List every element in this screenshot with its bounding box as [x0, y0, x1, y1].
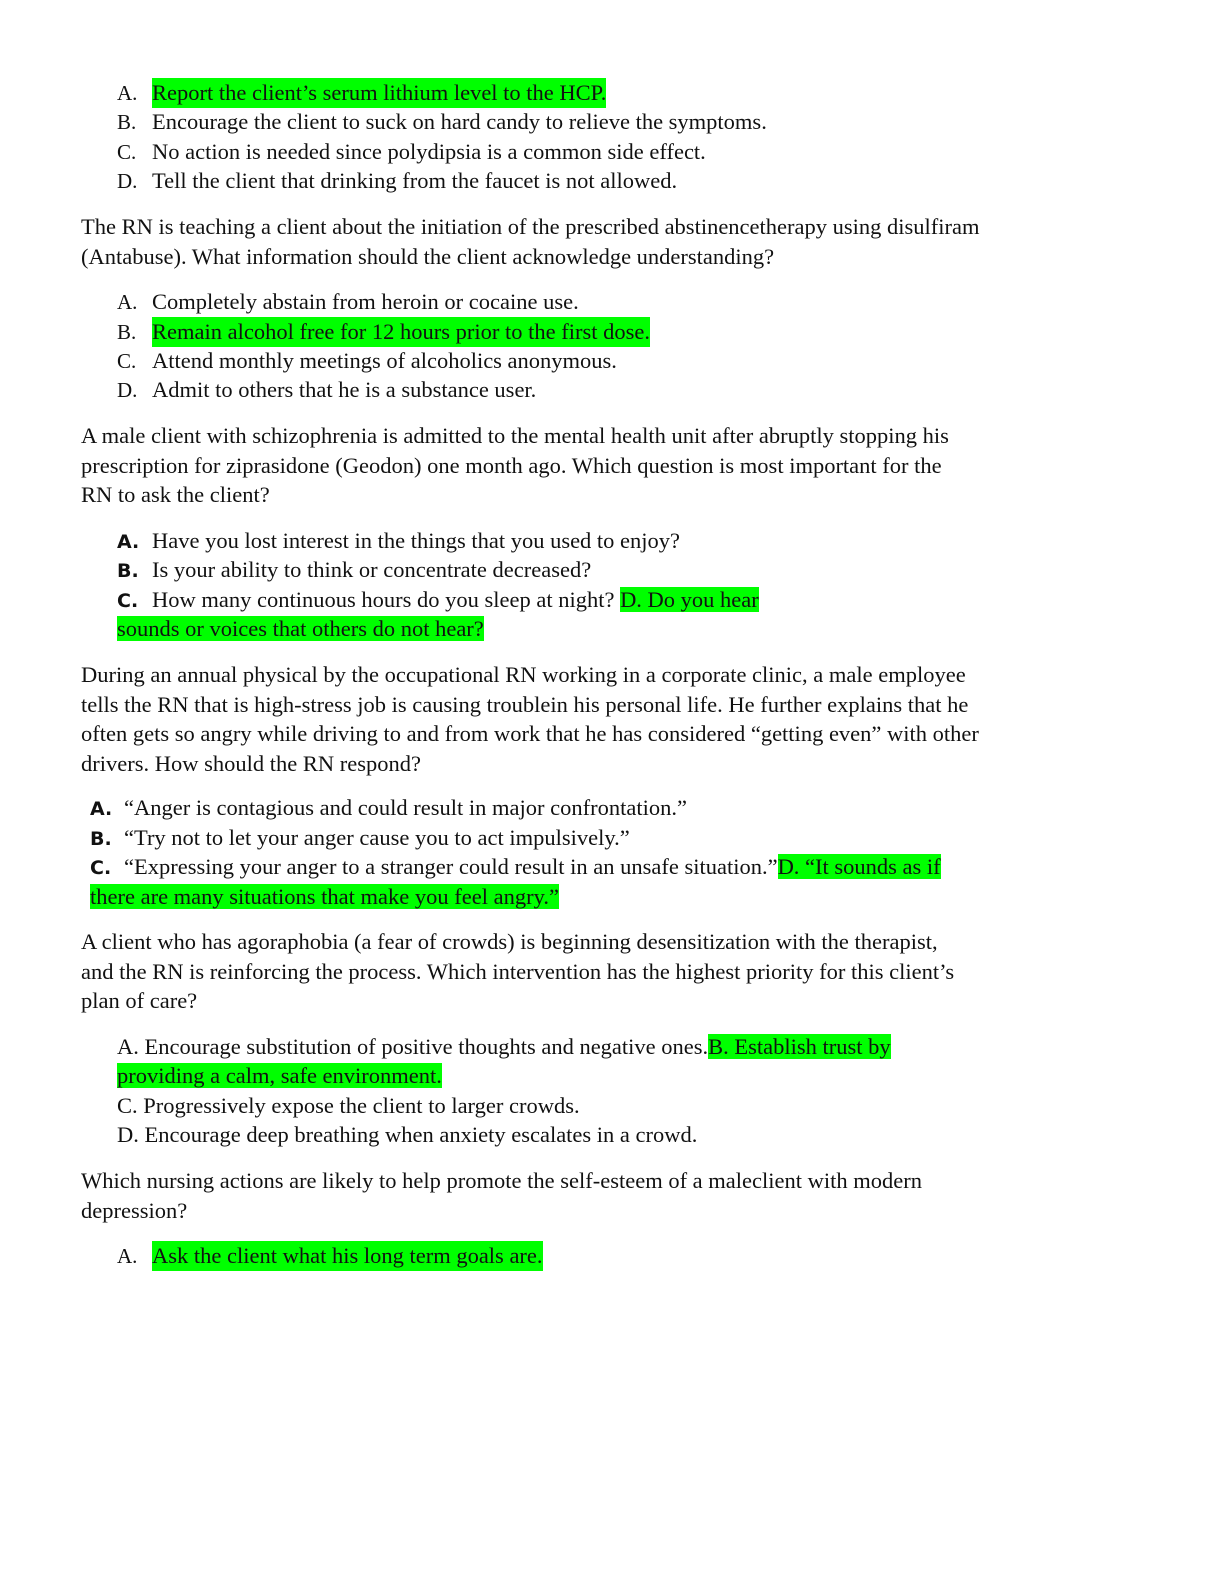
- option-b: [117, 107, 767, 137]
- option-c: [117, 346, 617, 376]
- option-a: [117, 526, 681, 557]
- correct-answer-highlight: sounds or voices that others do not hear?: [117, 616, 484, 641]
- option-c: [117, 137, 706, 167]
- option-text: Have you lost interest in the things that you used to enjoy?: [152, 528, 681, 553]
- stem-line: RN to ask the client?: [81, 482, 270, 507]
- stem-line: (Antabuse). What information should the client acknowledge understanding?: [81, 243, 775, 269]
- option-text: Completely abstain from heroin or cocaine use.: [152, 289, 579, 314]
- option-a: [117, 78, 607, 108]
- option-letter: D.: [117, 169, 138, 193]
- correct-answer-highlight: D. “It sounds as if: [777, 854, 941, 879]
- option-text: [124, 852, 941, 882]
- option-a: [117, 287, 579, 317]
- option-text: “Anger is contagious and could result in major confrontation.”: [124, 795, 687, 820]
- option-letter: B.: [90, 828, 112, 850]
- correct-answer-highlight: there are many situations that make you feel angry.”: [90, 884, 559, 909]
- option-letter: C.: [117, 140, 137, 164]
- option-text: No action is needed since polydipsia is a common side effect.: [152, 139, 706, 164]
- option-d-continuation: [90, 882, 559, 912]
- question-2-stem: [81, 212, 1131, 271]
- stem-line: drivers. How should the RN respond?: [81, 750, 421, 776]
- question-5-stem: [81, 927, 1131, 1016]
- stem-line: Which nursing actions are likely to help promote the self-esteem of a maleclient with modern: [81, 1168, 922, 1193]
- question-4-stem: [81, 660, 1131, 778]
- stem-line: often gets so angry while driving to and from work that he has considered “getting even” with other: [81, 721, 979, 746]
- stem-line: and the RN is reinforcing the process. Which intervention has the highest priority for this client’s: [81, 958, 955, 984]
- option-b-continuation: [117, 1061, 442, 1091]
- option-d: [117, 1120, 697, 1150]
- option-d: [117, 166, 678, 196]
- option-a: [90, 793, 687, 824]
- option-text: [152, 585, 759, 615]
- stem-line: A male client with schizophrenia is admitted to the mental health unit after abruptly stopping his: [81, 423, 949, 448]
- option-text: Tell the client that drinking from the faucet is not allowed.: [152, 168, 678, 193]
- option-letter: A.: [90, 798, 113, 820]
- option-text: “Try not to let your anger cause you to act impulsively.”: [124, 825, 630, 850]
- correct-answer-highlight: B. Establish trust by: [708, 1034, 891, 1059]
- question-6-stem: [81, 1166, 1131, 1225]
- correct-answer-highlight: D. Do you hear: [620, 587, 759, 612]
- correct-answer-highlight: Remain alcohol free for 12 hours prior to the first dose.: [152, 317, 650, 347]
- option-letter: C.: [117, 590, 139, 612]
- option-text: A. Encourage substitution of positive thoughts and negative ones.: [117, 1034, 709, 1059]
- option-c: [117, 1091, 580, 1121]
- stem-line: prescription for ziprasidone (Geodon) one month ago. Which question is most important for the: [81, 452, 942, 478]
- stem-line: The RN is teaching a client about the initiation of the prescribed abstinencetherapy using disulfiram: [81, 214, 980, 239]
- correct-answer-highlight: Report the client’s serum lithium level to the HCP.: [152, 78, 606, 108]
- stem-line: depression?: [81, 1197, 188, 1223]
- option-letter: A.: [117, 81, 138, 105]
- option-a: [117, 1032, 891, 1062]
- stem-line: During an annual physical by the occupational RN working in a corporate clinic, a male employee: [81, 662, 966, 687]
- stem-line: A client who has agoraphobia (a fear of crowds) is beginning desensitization with the therapist,: [81, 929, 938, 954]
- option-b: [117, 555, 592, 586]
- correct-answer-highlight: Ask the client what his long term goals are.: [152, 1241, 543, 1271]
- option-letter: A.: [117, 1244, 138, 1268]
- stem-line: tells the RN that is high-stress job is causing troublein his personal life. He further explains that he: [81, 691, 969, 717]
- option-text: Encourage the client to suck on hard candy to relieve the symptoms.: [152, 109, 767, 134]
- option-letter: B.: [117, 320, 137, 344]
- question-3-stem: [81, 421, 1131, 510]
- option-a: [117, 1241, 543, 1271]
- option-text-content: How many continuous hours do you sleep at night?: [152, 587, 615, 612]
- option-text: C. Progressively expose the client to larger crowds.: [117, 1093, 580, 1118]
- option-b: [117, 317, 650, 347]
- option-letter: B.: [117, 110, 137, 134]
- option-letter: B.: [117, 560, 139, 582]
- option-d-continuation: [117, 614, 484, 644]
- option-letter: A.: [117, 531, 140, 553]
- stem-line: plan of care?: [81, 988, 198, 1013]
- option-letter: D.: [117, 378, 138, 402]
- option-letter: C.: [90, 857, 112, 879]
- option-c: [117, 585, 759, 616]
- option-c: [90, 852, 941, 883]
- option-letter: C.: [117, 349, 137, 373]
- option-text: D. Encourage deep breathing when anxiety escalates in a crowd.: [117, 1122, 698, 1147]
- option-text: Admit to others that he is a substance user.: [152, 377, 537, 402]
- correct-answer-highlight: providing a calm, safe environment.: [117, 1063, 442, 1088]
- option-d: [117, 375, 537, 405]
- option-text: Attend monthly meetings of alcoholics anonymous.: [152, 348, 617, 373]
- option-text: Is your ability to think or concentrate decreased?: [152, 557, 592, 582]
- option-text-content: “Expressing your anger to a stranger could result in an unsafe situation.”: [124, 854, 778, 879]
- option-letter: A.: [117, 290, 138, 314]
- option-b: [90, 823, 630, 854]
